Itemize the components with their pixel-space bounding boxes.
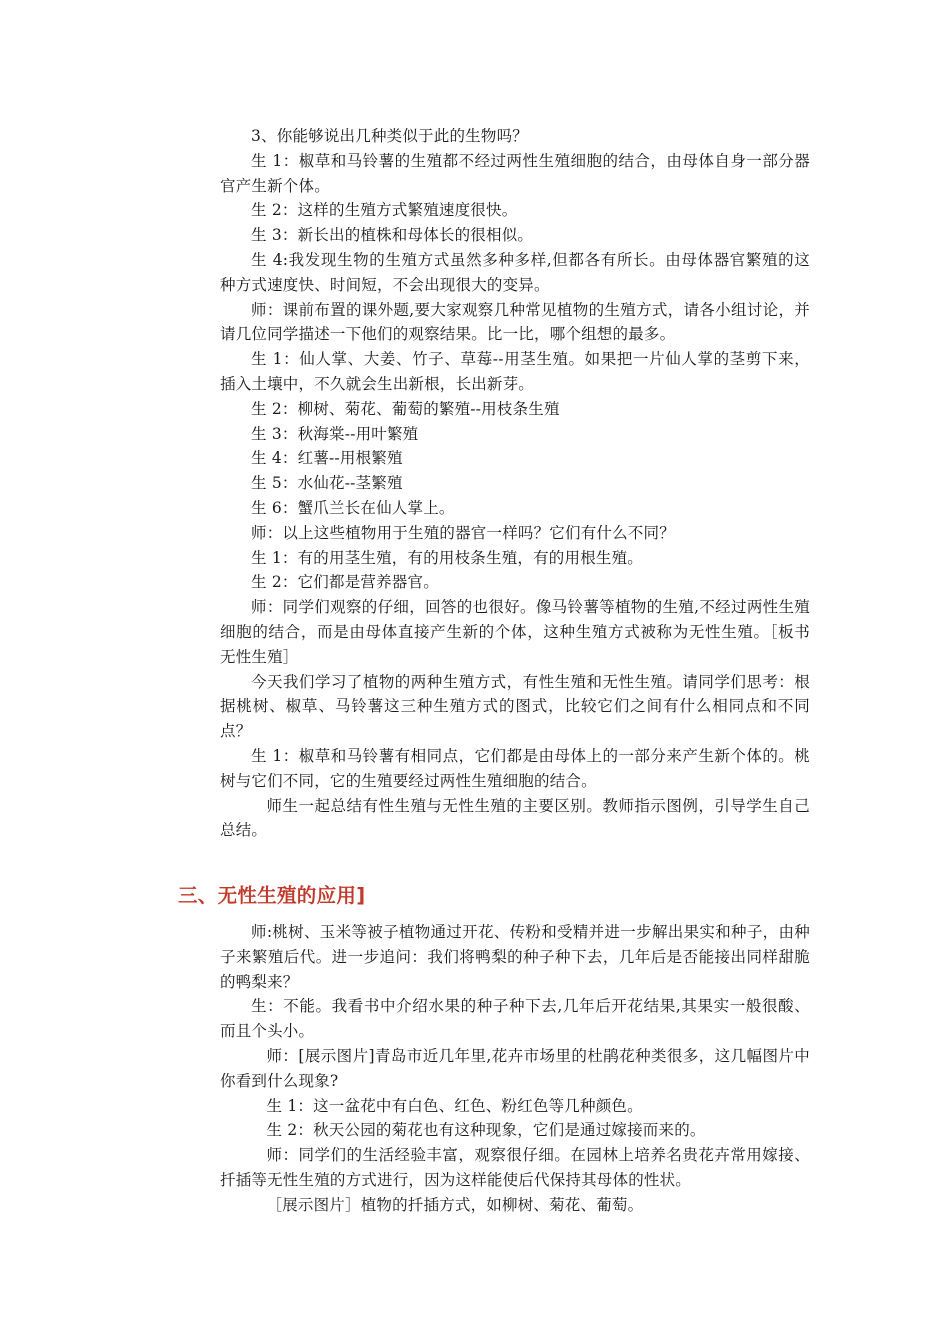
dialogue-paragraph: 生 3：秋海棠--用叶繁殖 <box>251 424 419 443</box>
dialogue-paragraph: 生 1：有的用茎生殖，有的用枝条生殖，有的用根生殖。 <box>251 548 643 567</box>
dialogue-paragraph: 生 2：柳树、菊花、葡萄的繁殖--用枝条生殖 <box>251 399 560 418</box>
dialogue-paragraph: 生 2：它们都是营养器官。 <box>251 573 439 592</box>
dialogue-paragraph: 生 1：椒草和马铃薯有相同点，它们都是由母体上的一部分来产生新个体的。桃树与它们不同，它的生殖要经过两性生殖细胞的结合。 <box>220 746 810 790</box>
dialogue-paragraph: 师:桃树、玉米等被子植物通过开花、传粉和受精并进一步解出果实和种子，由种子来繁殖后代。进一步追问：我们将鸭梨的种子种下去，几年后是否能接出同样甜脆的鸭梨来？ <box>220 923 810 991</box>
dialogue-paragraph: 生 5：水仙花--茎繁殖 <box>251 474 403 493</box>
dialogue-section-2 <box>220 920 810 1218</box>
dialogue-paragraph: 生 1：这一盆花中有白色、红色、粉红色等几种颜色。 <box>266 1096 643 1115</box>
summary-paragraph: 师生一起总结有性生殖与无性生殖的主要区别。教师指示图例，引导学生自己总结。 <box>220 796 810 840</box>
dialogue-paragraph: 生 3：新长出的植株和母体长的很相似。 <box>251 226 534 245</box>
dialogue-paragraph: 师：[展示图片]青岛市近几年里,花卉市场里的杜鹃花种类很多，这几幅图片中你看到什么现象? <box>220 1046 810 1090</box>
dialogue-paragraph: 师：同学们观察的仔细，回答的也很好。像马铃薯等植物的生殖,不经过两性生殖细胞的结合，而是由母体直接产生新的个体，这种生殖方式被称为无性生殖。［板书 无性生殖］ <box>220 598 810 666</box>
dialogue-paragraph: 今天我们学习了植物的两种生殖方式，有性生殖和无性生殖。请同学们思考：根据桃树、椒草、马铃薯这三种生殖方式的图式，比较它们之间有什么相同点和不同点？ <box>220 672 810 741</box>
section-heading: 三、无性生殖的应用] <box>178 884 366 907</box>
dialogue-paragraph: 生 4：红薯--用根繁殖 <box>251 449 403 468</box>
dialogue-paragraph: 师：以上这些植物用于生殖的器官一样吗？它们有什么不同？ <box>251 523 675 542</box>
dialogue-paragraph: 师：课前布置的课外题,要大家观察几种常见植物的生殖方式，请各小组讨论，并请几位同学描述一下他们的观察结果。比一比，哪个组想的最多。 <box>220 300 810 344</box>
dialogue-paragraph: 生 2：这样的生殖方式繁殖速度很快。 <box>251 201 518 220</box>
dialogue-paragraph: 生 6：蟹爪兰长在仙人掌上。 <box>251 498 455 517</box>
dialogue-paragraph: 师：同学们的生活经验丰富，观察很仔细。在园林上培养名贵花卉常用嫁接、扦插等无性生殖的方式进行，因为这样能使后代保持其母体的性状。 <box>220 1146 810 1189</box>
dialogue-paragraph: ［展示图片］植物的扦插方式，如柳树、菊花、葡萄。 <box>266 1195 644 1214</box>
question-paragraph: 3、你能够说出几种类似于此的生物吗？ <box>251 127 528 145</box>
dialogue-section-1 <box>220 124 810 843</box>
dialogue-paragraph: 生 2：秋天公园的菊花也有这种现象，它们是通过嫁接而来的。 <box>266 1121 706 1140</box>
dialogue-paragraph: 生 1：仙人掌、大姜、竹子、草莓--用茎生殖。如果把一片仙人掌的茎剪下来，插入土壤中，不久就会生出新根，长出新芽。 <box>220 350 810 393</box>
dialogue-paragraph: 生 4:我发现生物的生殖方式虽然多种多样,但都各有所长。由母体器官繁殖的这种方式速度快、时间短，不会出现很大的变异。 <box>220 250 810 294</box>
dialogue-paragraph: 生 1：椒草和马铃薯的生殖都不经过两性生殖细胞的结合，由母体自身一部分器官产生新个体。 <box>220 151 810 195</box>
dialogue-paragraph: 生：不能。我看书中介绍水果的种子种下去,几年后开花结果,其果实一般很酸、而且个头小。 <box>220 997 810 1041</box>
